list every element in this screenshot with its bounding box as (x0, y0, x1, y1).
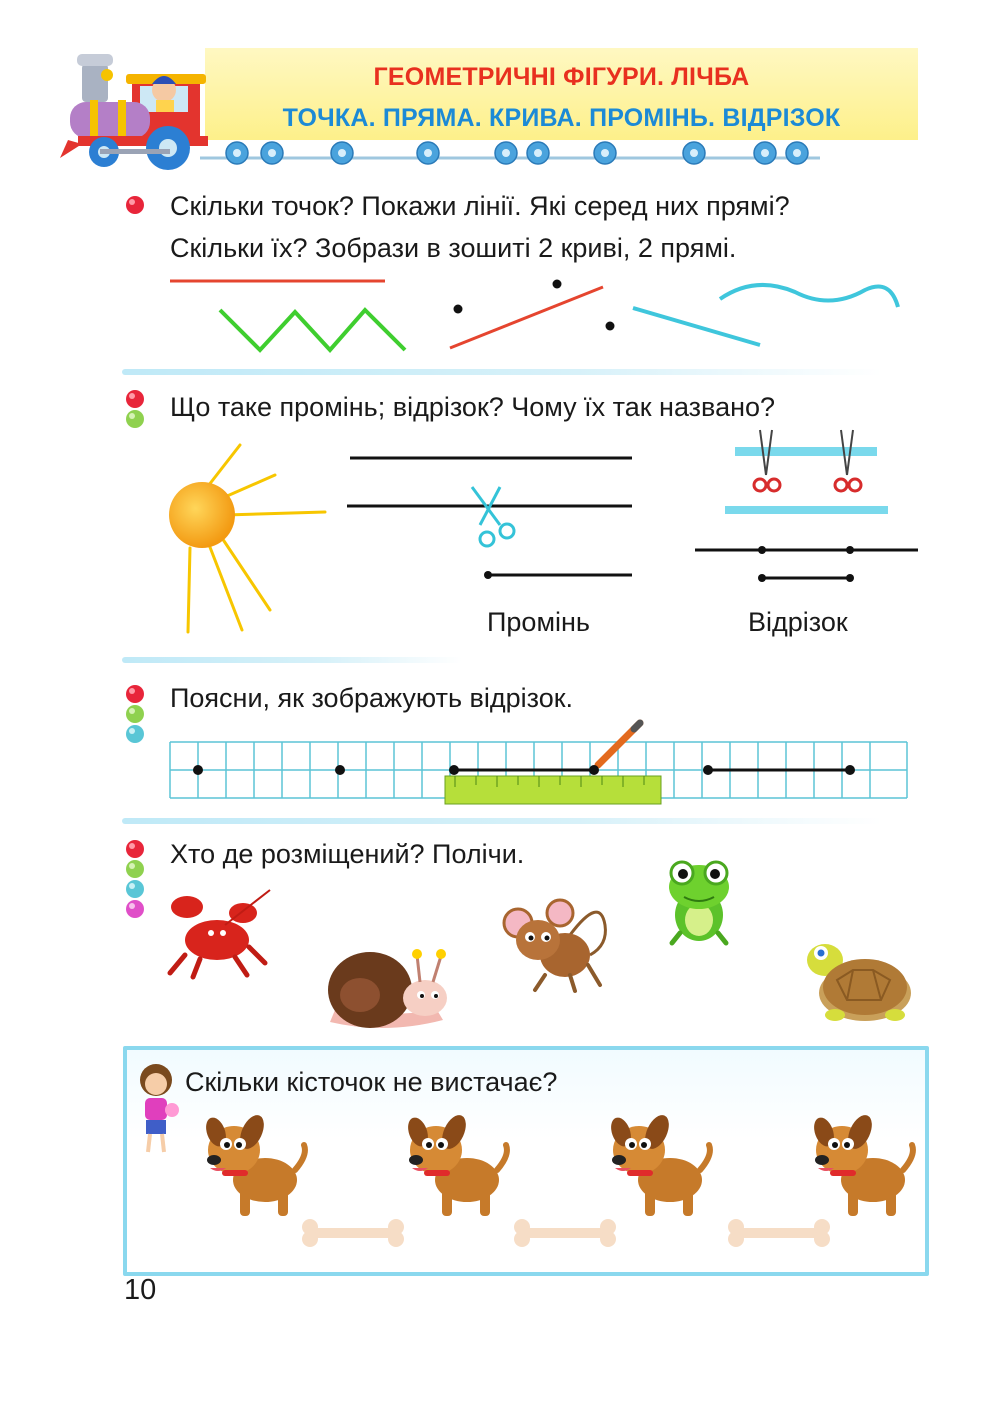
segment-label: Відрізок (748, 607, 848, 637)
task-1-question (170, 185, 790, 269)
point (454, 305, 463, 314)
task-1-line-2: Скільки їх? Зобрази в зошиті 2 криві, 2 прямі. (170, 233, 737, 263)
ray-diagram (340, 445, 640, 590)
turtle-icon (795, 935, 915, 1025)
scissors-icon (472, 487, 514, 546)
page-number: 10 (124, 1274, 157, 1306)
difficulty-markers-icon (124, 683, 146, 747)
frog-icon (662, 855, 737, 950)
difficulty-marker-red-icon (124, 194, 146, 216)
straight-line-red-diagonal (450, 287, 603, 348)
lines-and-points-illustration (165, 270, 905, 360)
header-banner (205, 48, 918, 140)
dog-icon (607, 1111, 710, 1216)
task-4-question: Хто де розміщений? Полічи. (170, 839, 525, 869)
crayfish-icon (165, 885, 275, 980)
difficulty-markers-icon (124, 388, 146, 432)
bone-icon (728, 1219, 830, 1247)
pencil-icon (598, 723, 640, 765)
page-subtitle: ТОЧКА. ПРЯМА. КРИВА. ПРОМІНЬ. ВІДРІЗОК (282, 104, 841, 132)
rail-wheels-decoration (200, 138, 920, 170)
ruler-icon (445, 776, 661, 804)
zigzag-line-green (220, 310, 405, 350)
dog-icon (404, 1111, 507, 1216)
dogs-and-bones-illustration (190, 1105, 920, 1255)
grid-illustration (170, 715, 910, 810)
straight-line-blue (633, 308, 760, 345)
ray-label: Промінь (487, 607, 590, 637)
divider (122, 369, 882, 375)
task-3-question: Поясни, як зображують відрізок. (170, 683, 574, 713)
bone-icon (514, 1219, 616, 1247)
dog-icon (810, 1111, 913, 1216)
sun-rays-icon (160, 440, 330, 640)
point (606, 322, 615, 331)
girl-icon (132, 1062, 182, 1157)
train-icon (60, 40, 220, 170)
bone-icon (302, 1219, 404, 1247)
point (553, 280, 562, 289)
page-title: ГЕОМЕТРИЧНІ ФІГУРИ. ЛІЧБА (373, 63, 750, 91)
task-5-question: Скільки кісточок не вистачає? (185, 1067, 558, 1097)
difficulty-markers-icon (124, 838, 146, 922)
segment-diagram (690, 425, 925, 585)
dog-icon (202, 1111, 305, 1216)
curved-line-blue (720, 285, 898, 307)
snail-icon (325, 940, 455, 1035)
task-1-line-1: Скільки точок? Покажи лінії. Які серед них прямі? (170, 191, 790, 221)
task-2-question: Що таке промінь; відрізок? Чому їх так названо? (170, 392, 776, 422)
mouse-icon (500, 895, 610, 995)
divider (122, 818, 882, 824)
divider (122, 657, 462, 663)
